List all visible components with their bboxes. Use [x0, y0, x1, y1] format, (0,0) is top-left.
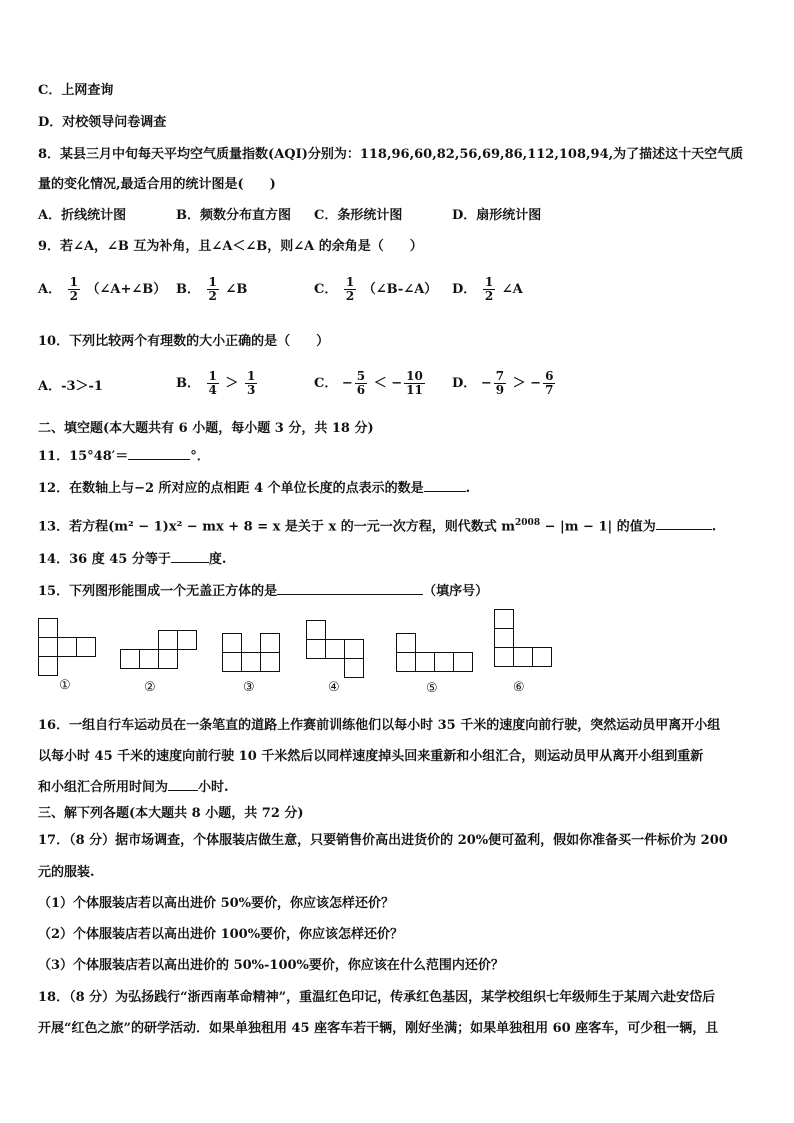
fraction-half: $\frac{1}{2}$: [345, 275, 355, 303]
q15: 15．下列图形能围成一个无盖正方体的是 （填序号）: [38, 584, 489, 599]
figure-label-2: ②: [144, 680, 156, 695]
answer-blank[interactable]: [424, 479, 466, 492]
q9-option-a-label: A．: [38, 282, 62, 297]
q13: 13．若方程(m² − 1)x² − mx + 8 = x 是关于 x 的一元一次方程，则代数式 $m^{2008} - |m - 1|$ 的值为 .: [38, 518, 717, 535]
q9-option-c: [314, 276, 437, 303]
cube-net-figure-2: [120, 630, 198, 674]
q17-line2: 元的服装.: [38, 865, 95, 880]
figure-label-6: ⑥: [513, 680, 525, 695]
fraction-half: $\frac{1}{2}$: [69, 275, 78, 303]
q18-line2: 开展“红色之旅”的研学活动．如果单独租用 45 座客车若干辆，刚好坐满；如果单独租用 60 座客车，可少租一辆，且: [38, 1021, 719, 1036]
q8-option-c: C．条形统计图: [314, 208, 403, 223]
q7-option-d: D．对校领导问卷调查: [38, 115, 167, 130]
figure-label-1: ①: [59, 678, 71, 693]
q10-option-c: C． − $\frac{5}{6}$ ＜ − $\frac{10}{11}$: [314, 369, 423, 397]
q9-option-d-label: D．: [452, 282, 477, 297]
q17-sub2: （2）个体服装店若以高出进价 100%要价，你应该怎样还价？: [38, 927, 404, 942]
q10-option-d: D． − $\frac{7}{9}$ ＞ − $\frac{6}{7}$: [452, 369, 554, 397]
q9-option-c-text: （∠B-∠A）: [362, 282, 438, 297]
q17-sub3: （3）个体服装店若以高出进价的 50%-100%要价，你应该在什么范围内还价？: [38, 958, 504, 973]
q9-option-b-label: B．: [176, 282, 200, 297]
answer-blank[interactable]: [656, 517, 712, 530]
q11: 11．15°48′＝ °．: [38, 449, 210, 464]
q9-option-c-label: C．: [314, 282, 338, 297]
q8-option-b: B．频数分布直方图: [176, 208, 291, 223]
q8-option-d: D．扇形统计图: [452, 208, 542, 223]
cube-net-figure-6: [494, 609, 552, 671]
answer-blank[interactable]: [128, 447, 190, 460]
answer-blank[interactable]: [277, 582, 423, 595]
q9-option-d: [452, 276, 523, 303]
q9-option-b-text: ∠B: [225, 282, 248, 297]
figure-label-4: ④: [328, 680, 340, 695]
cube-net-figure-4: [306, 620, 364, 682]
q17-sub1: （1）个体服装店若以高出进价 50%要价，你应该怎样还价？: [38, 896, 395, 911]
section-heading-fill-in: 二、填空题(本大题共有 6 小题，每小题 3 分，共 18 分): [38, 421, 374, 436]
q18-line1: 18．（8 分）为弘扬践行“浙西南革命精神”，重温红色印记，传承红色基因，某学校组织七年级师生于某周六赴安岱后: [38, 990, 716, 1005]
figure-label-3: ③: [243, 680, 255, 695]
q16-line2: 以每小时 45 千米的速度向前行驶 10 千米然后以同样速度掉头回来重新和小组汇合，则运动员甲从离开小组到重新: [38, 749, 704, 764]
cube-net-figure-3: [222, 633, 280, 677]
fraction-half: $\frac{1}{2}$: [484, 275, 494, 303]
answer-blank[interactable]: [171, 550, 209, 563]
fraction-half: $\frac{1}{2}$: [208, 275, 217, 303]
q10-option-a: A．-3＞-1: [38, 379, 103, 394]
q8-stem-line2: 量的变化情况,最适合用的统计图是( ): [38, 177, 276, 192]
q9-stem: 9．若∠A，∠B 互为补角，且∠A＜∠B，则∠A 的余角是（ ）: [38, 239, 423, 254]
q7-option-c: C．上网查询: [38, 83, 114, 98]
q17-line1: 17．（8 分）据市场调查，个体服装店做生意，只要销售价高出进货价的 20%便可盈利，假如你准备买一件标价为 200: [38, 833, 728, 848]
q9-option-a-text: （∠A+∠B）: [86, 282, 167, 297]
q16-line3: 和小组汇合所用时间为 小时.: [38, 780, 229, 795]
q9-option-d-text: ∠A: [501, 282, 523, 297]
q9-option-b: [176, 276, 247, 303]
q12: 12．在数轴上与−2 所对应的点相距 4 个单位长度的点表示的数是 .: [38, 481, 471, 496]
figure-label-5: ⑤: [426, 681, 438, 696]
q14: 14．36 度 45 分等于 度.: [38, 552, 227, 567]
cube-net-figure-1: [38, 618, 96, 680]
section-heading-solve: 三、解下列各题(本大题共 8 小题，共 72 分): [38, 806, 304, 821]
cube-net-figure-5: [396, 633, 474, 677]
q16-line1: 16．一组自行车运动员在一条笔直的道路上作赛前训练他们以每小时 35 千米的速度向前行驶，突然运动员甲离开小组: [38, 718, 721, 733]
q8-option-a: A．折线统计图: [38, 208, 127, 223]
q10-option-b: B． $\frac{1}{4}$ ＞ $\frac{1}{3}$: [176, 369, 256, 397]
q10-stem: 10．下列比较两个有理数的大小正确的是（ ）: [38, 334, 330, 349]
answer-blank[interactable]: [168, 778, 198, 791]
q8-stem-line1: 8．某县三月中旬每天平均空气质量指数(AQI)分别为：118,96,60,82,56,69,86,112,108,94,为了描述这十天空气质: [38, 147, 744, 162]
q9-option-a: [38, 276, 166, 303]
